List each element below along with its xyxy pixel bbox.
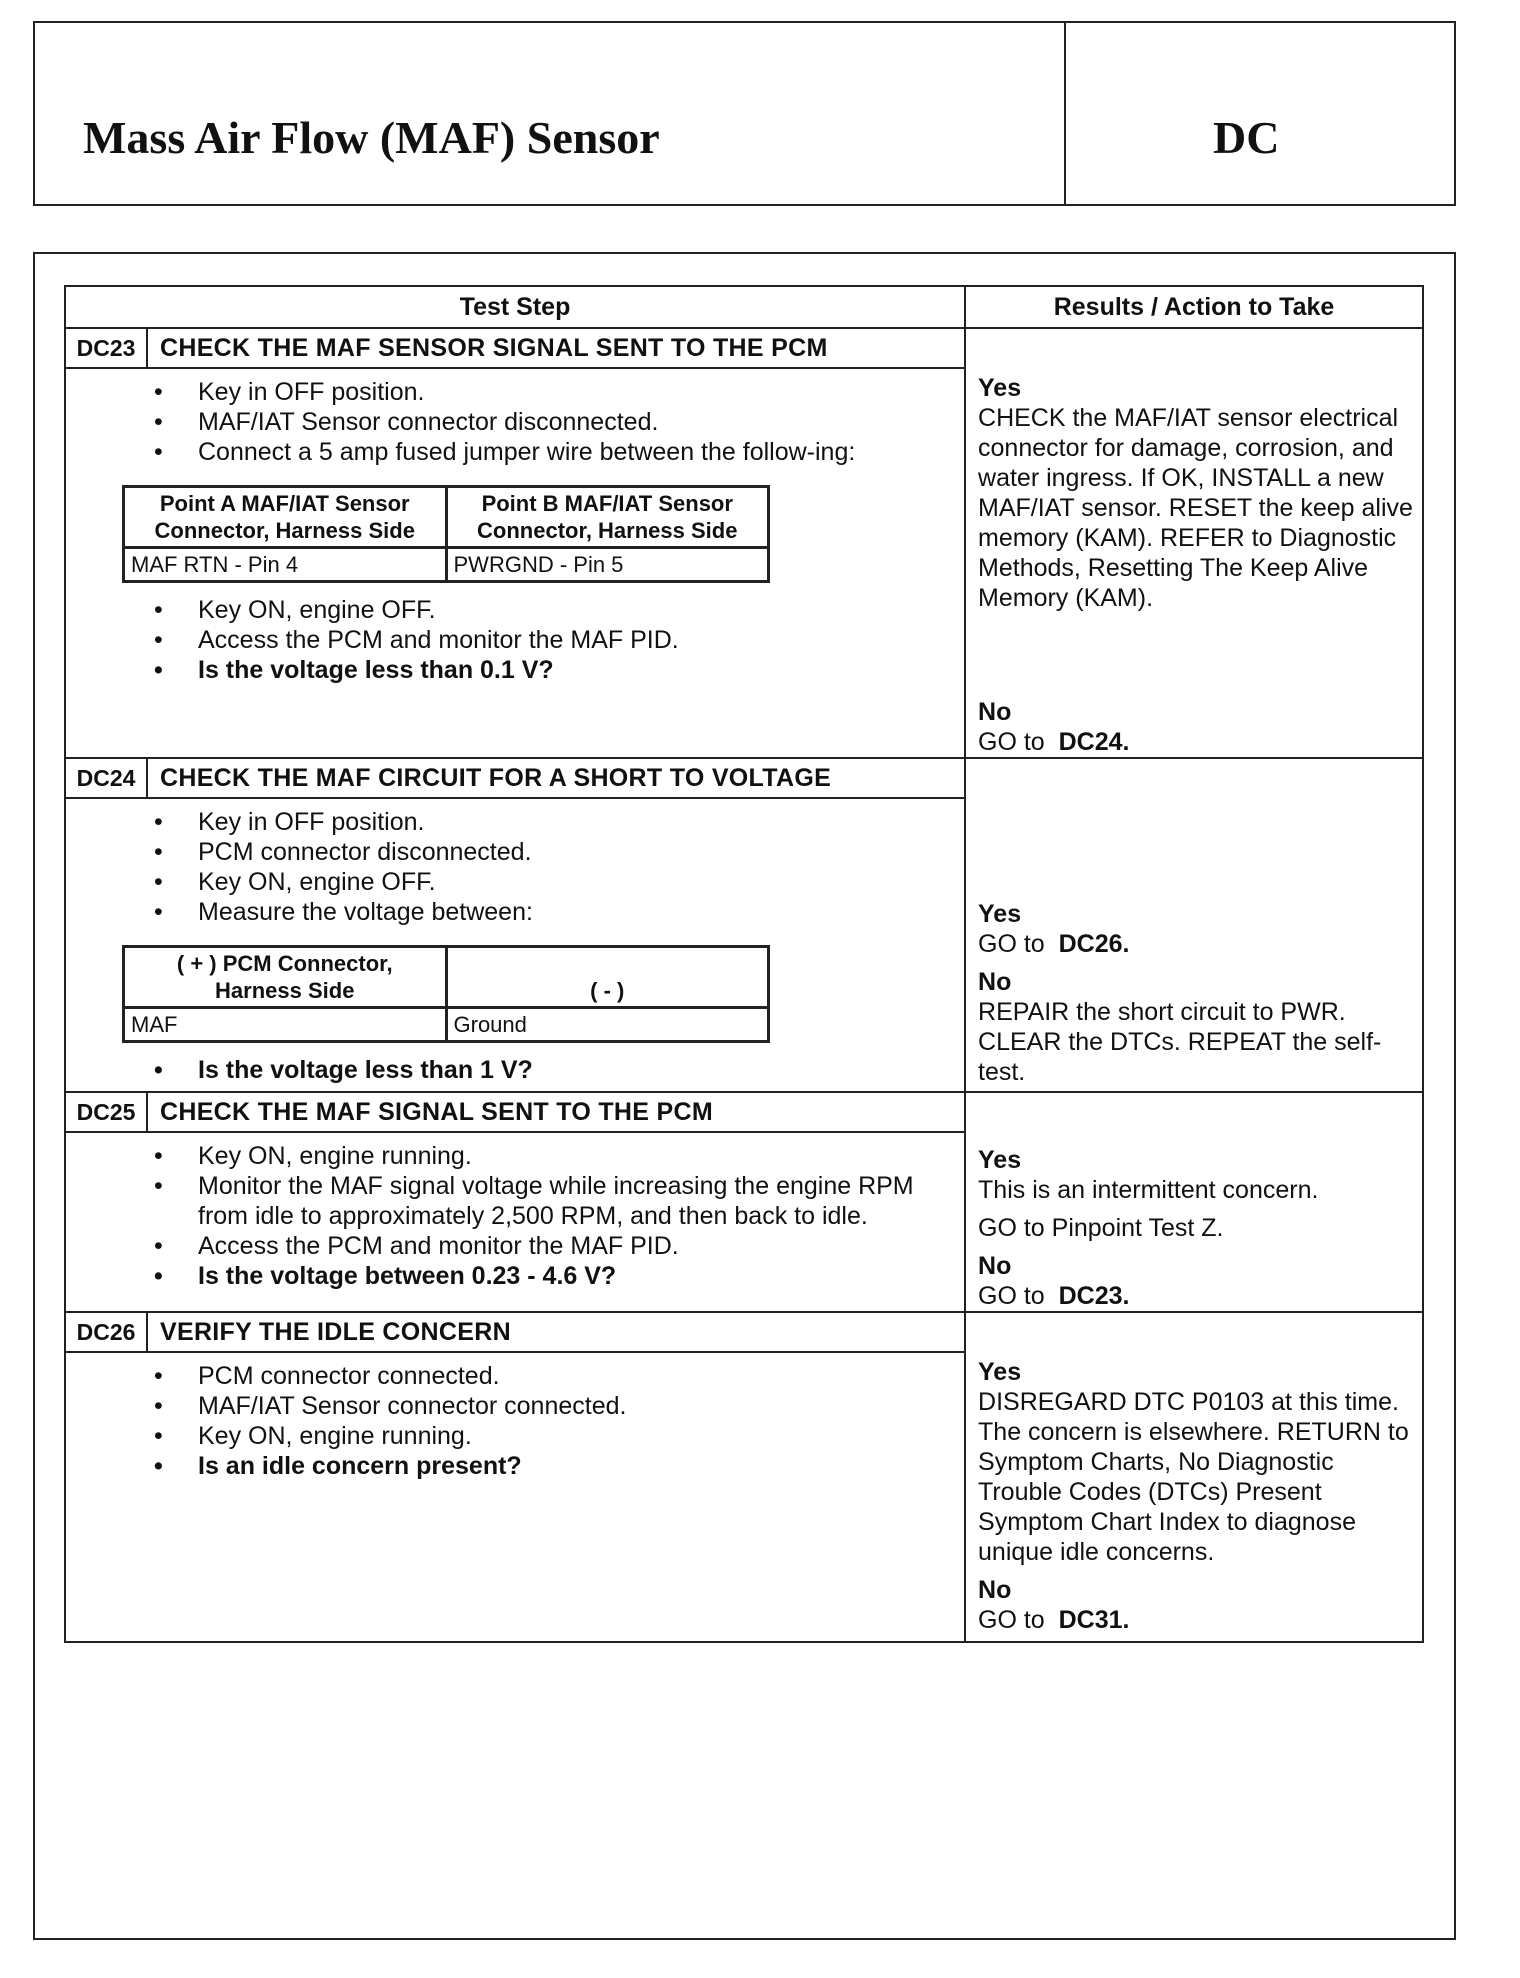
step-bullet: • Measure the voltage between: — [154, 897, 944, 927]
yes-action — [978, 929, 1414, 959]
step-bullet: • Access the PCM and monitor the MAF PID. — [154, 1231, 944, 1261]
step-results — [965, 1312, 1423, 1642]
no-action — [978, 727, 1414, 757]
step-title-row — [65, 1312, 1423, 1352]
step-bullet: • Key in OFF position. — [154, 807, 944, 837]
step-bullet: • Key in OFF position. — [154, 377, 944, 407]
step-bullet: • Key ON, engine OFF. — [154, 867, 944, 897]
yes-text: This is an intermittent concern. — [978, 1176, 1319, 1204]
step-results — [965, 1092, 1423, 1312]
step-bullet: • PCM connector disconnected. — [154, 837, 944, 867]
no-action — [978, 1605, 1414, 1635]
no-label: No — [978, 1576, 1012, 1604]
step-title: CHECK THE MAF CIRCUIT FOR A SHORT TO VOLTAGE — [147, 758, 965, 798]
no-label: No — [978, 968, 1012, 996]
yes-ref: DC26. — [1058, 930, 1130, 958]
no-prefix: GO to — [978, 728, 1045, 756]
no-ref: DC23. — [1058, 1282, 1130, 1310]
results-header: Results / Action to Take — [965, 286, 1423, 328]
point-b-header: Point B MAF/IAT Sensor Connector, Harness Side — [446, 487, 769, 548]
yes-text: DISREGARD DTC P0103 at this time. The concern is elsewhere. RETURN to Symptom Charts, No Diagnostic Trouble Codes (DTCs) Present Symptom Chart Index to diagnose unique idle concerns. — [978, 1388, 1409, 1566]
step-bullet: • Key ON, engine OFF. — [154, 595, 944, 625]
yes-label: Yes — [978, 900, 1022, 928]
no-label: No — [978, 698, 1012, 726]
yes-label: Yes — [978, 1358, 1022, 1386]
step-bullet: • MAF/IAT Sensor connector disconnected. — [154, 407, 944, 437]
negative-value: Ground — [446, 1008, 769, 1042]
positive-value: MAF — [124, 1008, 447, 1042]
step-bullet: • Key ON, engine running. — [154, 1421, 944, 1451]
step-bullet: • Key ON, engine running. — [154, 1141, 944, 1171]
page-title: Mass Air Flow (MAF) Sensor — [83, 112, 660, 163]
title-divider — [1064, 23, 1066, 204]
measurement-table — [122, 945, 770, 1043]
step-code: DC26 — [65, 1312, 147, 1352]
step-results — [965, 758, 1423, 1092]
yes-label: Yes — [978, 1146, 1022, 1174]
no-label: No — [978, 1252, 1012, 1280]
no-prefix: GO to — [978, 1606, 1045, 1634]
step-bullet: • Monitor the MAF signal voltage while increasing the engine RPM from idle to approximately 2,500 RPM, and then back to idle. — [154, 1171, 944, 1231]
no-action — [978, 1281, 1414, 1311]
no-ref: DC31. — [1058, 1606, 1130, 1634]
step-results — [965, 328, 1423, 758]
step-title-row — [65, 328, 1423, 368]
step-title: CHECK THE MAF SENSOR SIGNAL SENT TO THE PCM — [147, 328, 965, 368]
section-code: DC — [1213, 112, 1280, 163]
step-body — [65, 1352, 965, 1642]
step-question: • Is the voltage less than 1 V? — [154, 1055, 944, 1085]
step-title-row — [65, 758, 1423, 798]
step-body — [65, 798, 965, 1092]
point-a-header: Point A MAF/IAT Sensor Connector, Harness Side — [124, 487, 447, 548]
point-a-value: MAF RTN - Pin 4 — [124, 548, 447, 582]
step-code: DC25 — [65, 1092, 147, 1132]
step-question: • Is the voltage between 0.23 - 4.6 V? — [154, 1261, 944, 1291]
title-box — [33, 21, 1456, 206]
positive-header: ( + ) PCM Connector, Harness Side — [124, 947, 447, 1008]
step-title: VERIFY THE IDLE CONCERN — [147, 1312, 965, 1352]
test-step-header: Test Step — [65, 286, 965, 328]
no-ref: DC24. — [1058, 728, 1130, 756]
step-bullet: • MAF/IAT Sensor connector connected. — [154, 1391, 944, 1421]
table-header-row — [65, 286, 1423, 328]
no-prefix: GO to — [978, 1282, 1045, 1310]
yes-text-2: GO to Pinpoint Test Z. — [978, 1214, 1224, 1242]
step-bullet: • PCM connector connected. — [154, 1361, 944, 1391]
yes-prefix: GO to — [978, 930, 1045, 958]
step-body — [65, 1132, 965, 1312]
step-title: CHECK THE MAF SIGNAL SENT TO THE PCM — [147, 1092, 965, 1132]
connection-table — [122, 485, 770, 583]
step-question: • Is the voltage less than 0.1 V? — [154, 655, 944, 685]
step-title-row — [65, 1092, 1423, 1132]
step-bullet: • Access the PCM and monitor the MAF PID. — [154, 625, 944, 655]
step-question: • Is an idle concern present? — [154, 1451, 944, 1481]
step-bullet: • Connect a 5 amp fused jumper wire between the follow-ing: — [154, 437, 944, 467]
yes-label: Yes — [978, 374, 1022, 402]
point-b-value: PWRGND - Pin 5 — [446, 548, 769, 582]
negative-header: ( - ) — [446, 947, 769, 1008]
step-code: DC24 — [65, 758, 147, 798]
yes-text: CHECK the MAF/IAT sensor electrical connector for damage, corrosion, and water ingress. If OK, INSTALL a new MAF/IAT sensor. RESET the keep alive memory (KAM). REFER to Diagnostic Methods, Resetting The Keep Alive Memory (KAM). — [978, 404, 1413, 612]
diagnostic-table — [64, 285, 1424, 1643]
no-text: REPAIR the short circuit to PWR. CLEAR the DTCs. REPEAT the self-test. — [978, 998, 1382, 1086]
step-code: DC23 — [65, 328, 147, 368]
step-body — [65, 368, 965, 758]
